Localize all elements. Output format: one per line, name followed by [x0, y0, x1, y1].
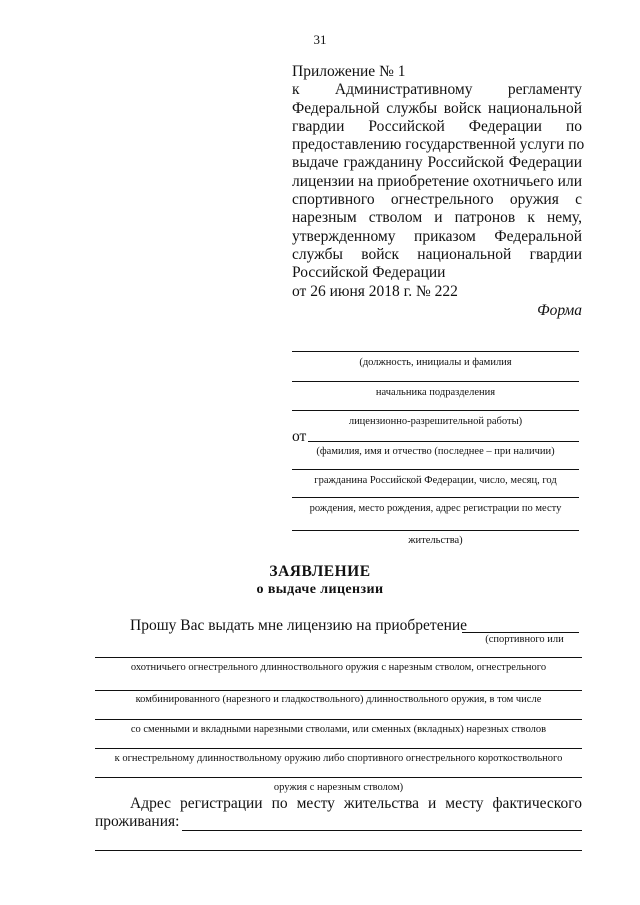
position-field-line[interactable]: [292, 351, 579, 352]
birth-caption: рождения, место рождения, адрес регистрации по месту: [309, 503, 562, 514]
living-label: проживания:: [95, 813, 180, 830]
living-address-field-line-2[interactable]: [95, 850, 582, 851]
appendix-line: Приложение № 1: [292, 63, 406, 80]
weapon-field-line-5[interactable]: [95, 777, 582, 778]
appendix-line: лицензии на приобретение охотничьего или: [292, 172, 582, 190]
weapon-field-line-3[interactable]: [95, 719, 582, 720]
appendix-line: спортивного огнестрельного оружия с: [292, 191, 582, 209]
weapon-caption-6: оружия с нарезным стволом): [273, 782, 404, 793]
form-label: Форма: [537, 302, 582, 319]
weapon-caption-3: комбинированного (нарезного и гладкоствольного) длинноствольного оружия, в том числе: [135, 694, 542, 705]
living-address-field-line[interactable]: [182, 830, 582, 831]
head-field-line[interactable]: [292, 381, 579, 382]
residence-field-line[interactable]: [292, 530, 579, 531]
document-subtitle: о выдаче лицензии: [256, 582, 384, 597]
appendix-line: гвардии Российской Федерации по: [292, 117, 582, 135]
appendix-block: [292, 63, 585, 301]
weapon-caption-5: к огнестрельному длинноствольному оружию либо спортивного огнестрельного короткоствольного: [114, 753, 563, 764]
appendix-line: нарезным стволом и патронов к нему,: [292, 209, 582, 227]
page-number: 31: [313, 32, 327, 47]
appendix-line: выдаче гражданину Российской Федерации: [292, 154, 582, 172]
appendix-line: от 26 июня 2018 г. № 222: [292, 282, 458, 300]
weapon-field-line-4[interactable]: [95, 748, 582, 749]
residence-caption: жительства): [408, 535, 463, 546]
department-field-line[interactable]: [292, 410, 579, 411]
document-title: ЗАЯВЛЕНИЕ: [269, 563, 371, 580]
weapon-type-field-line[interactable]: [462, 632, 579, 633]
appendix-line: к Административному регламенту: [292, 81, 582, 99]
head-caption: начальника подразделения: [375, 387, 496, 398]
weapon-field-line-1[interactable]: [95, 657, 582, 658]
appendix-line: Российской Федерации: [292, 264, 446, 282]
citizen-field-line[interactable]: [292, 469, 579, 470]
from-label: от: [292, 428, 307, 445]
appendix-line: службы войск национальной гвардии: [292, 245, 582, 263]
fio-field-line[interactable]: [308, 441, 579, 442]
appendix-line: утвержденному приказом Федеральной: [292, 227, 582, 245]
weapon-caption-2: охотничьего огнестрельного длинноствольного оружия с нарезным стволом, огнестрельного: [130, 662, 547, 673]
fio-caption: (фамилия, имя и отчество (последнее – при наличии): [316, 446, 555, 457]
birth-field-line[interactable]: [292, 497, 579, 498]
appendix-line: Федеральной службы войск национальной: [292, 99, 582, 117]
address-text: Адрес регистрации по месту жительства и месту фактического: [130, 795, 582, 812]
weapon-caption-4: со сменными и вкладными нарезными стволами, или сменных (вкладных) нарезных стволов: [130, 724, 547, 735]
appendix-line: предоставлению государственной услуги по: [292, 136, 585, 154]
weapon-field-line-2[interactable]: [95, 690, 582, 691]
request-text: Прошу Вас выдать мне лицензию на приобретение: [130, 617, 468, 634]
citizen-caption: гражданина Российской Федерации, число, месяц, год: [314, 475, 557, 486]
position-caption: (должность, инициалы и фамилия: [359, 357, 512, 368]
department-caption: лицензионно-разрешительной работы): [348, 416, 523, 427]
weapon-caption-1: (спортивного или: [485, 634, 564, 645]
